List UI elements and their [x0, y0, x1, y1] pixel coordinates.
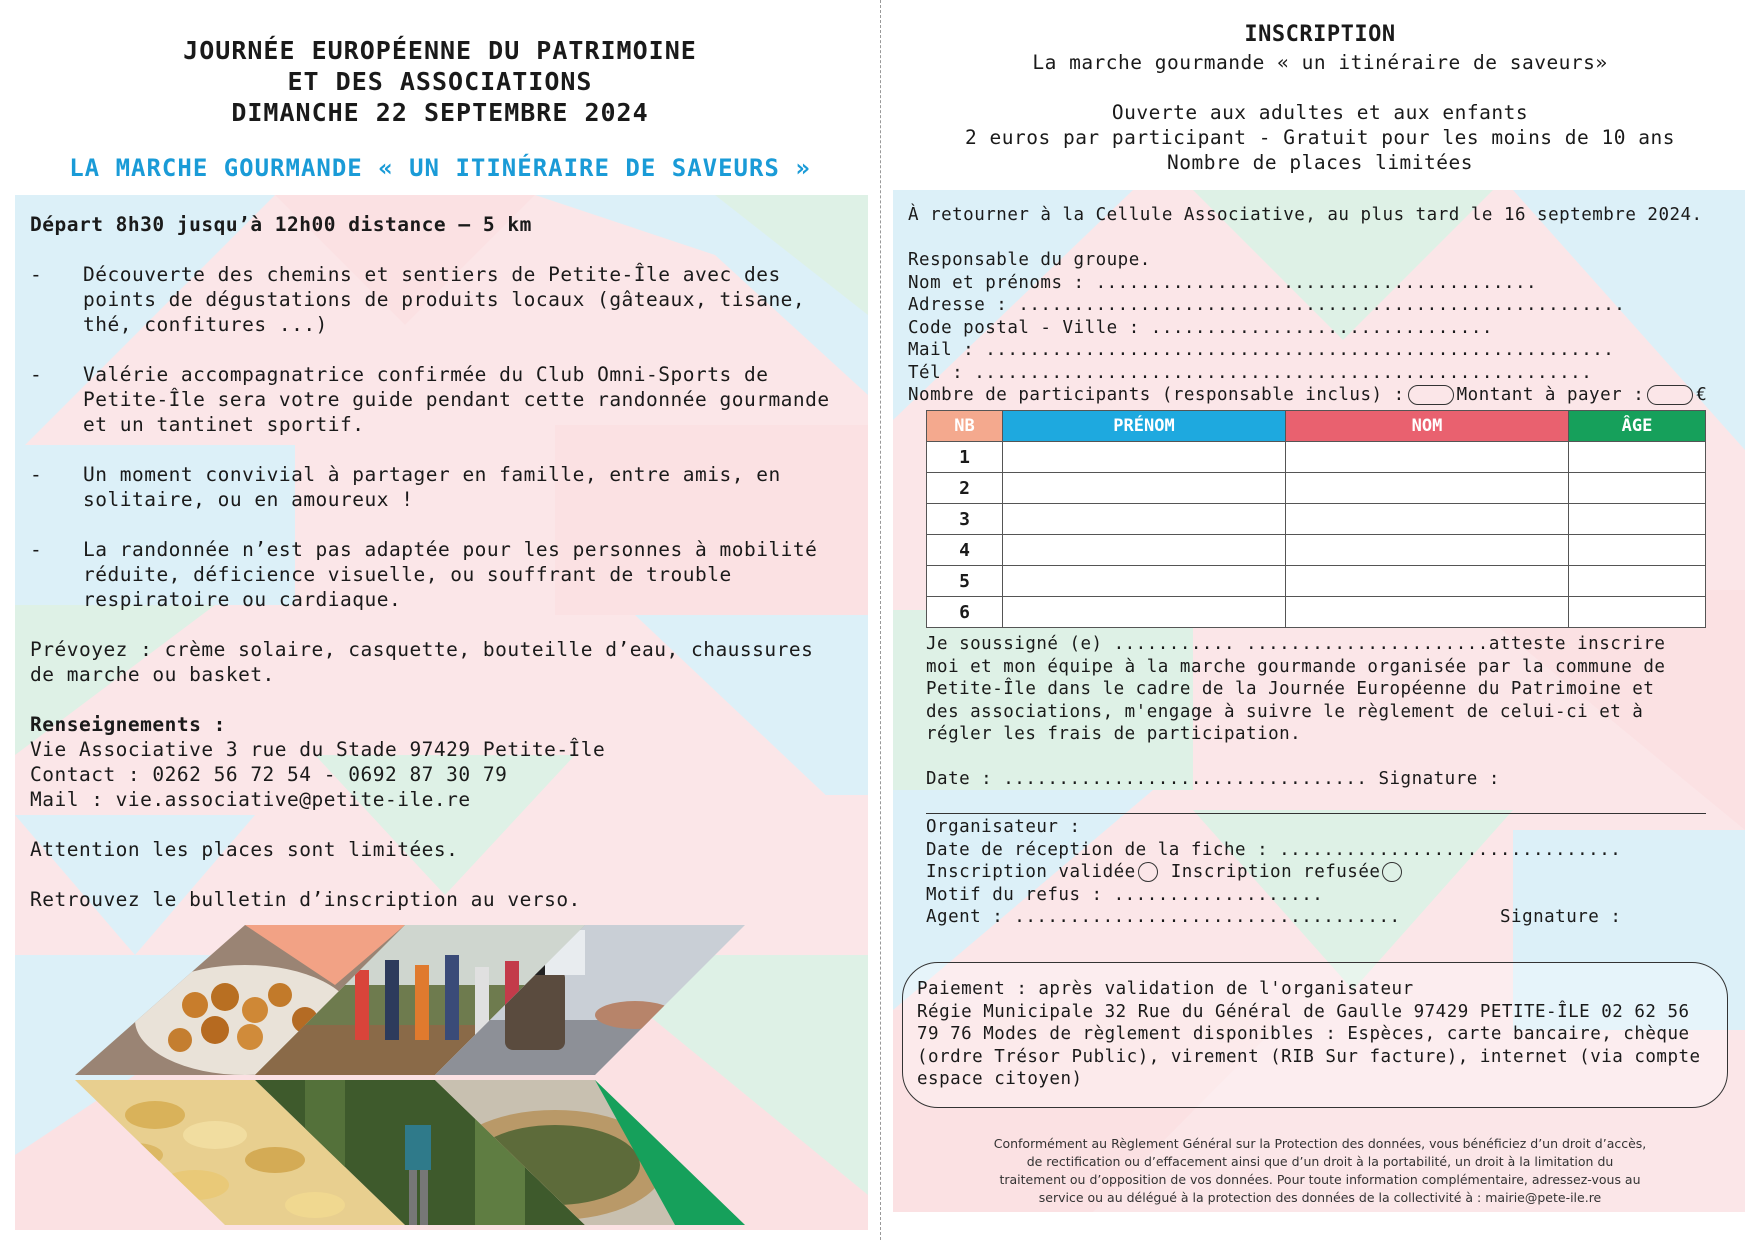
bullet-line: thé, confitures ...) — [83, 313, 328, 336]
prenom-cell[interactable] — [1003, 597, 1286, 628]
bullet-dash: - — [30, 463, 43, 486]
validated-label: Inscription validée — [926, 862, 1136, 882]
bullet-line: réduite, déficience visuelle, ou souffrant de trouble — [83, 563, 732, 586]
event-title — [15, 35, 865, 128]
prevoyez-line: Prévoyez : crème solaire, casquette, bouteille d’eau, chaussures — [30, 638, 814, 661]
age-cell[interactable] — [1569, 504, 1706, 535]
nom-cell[interactable] — [1286, 566, 1569, 597]
bullet-item — [30, 362, 860, 437]
prenom-cell[interactable] — [1003, 566, 1286, 597]
attestation-block — [926, 633, 1665, 746]
mail-field[interactable]: Mail : ......................................................... — [908, 340, 1615, 360]
photo-collage — [75, 925, 755, 1230]
payment-line: espace citoyen) — [917, 1069, 1083, 1089]
row-number: 6 — [927, 597, 1003, 628]
gdpr-line: de rectification ou d’effacement ainsi que d’un droit à la portabilité, un droit à la limitation du — [1026, 1154, 1614, 1169]
walk-subtitle: LA MARCHE GOURMANDE « UN ITINÉRAIRE DE SAVEURS » — [69, 154, 811, 182]
inscription-title: INSCRIPTION — [1244, 22, 1396, 47]
event-title-line: JOURNÉE EUROPÉENNE DU PATRIMOINE — [183, 36, 697, 65]
bullet-line: Découverte des chemins et sentiers de Petite-Île avec des — [83, 263, 781, 286]
table-row — [927, 473, 1706, 504]
open-info — [895, 100, 1745, 175]
currency-symbol: € — [1696, 385, 1708, 405]
attention-note: Attention les places sont limitées. — [30, 838, 459, 861]
payment-block — [917, 978, 1701, 1091]
column-header-prenom: PRÉNOM — [1003, 411, 1286, 442]
contact-phone: Contact : 0262 56 72 54 - 0692 87 30 79 — [30, 763, 508, 786]
nom-cell[interactable] — [1286, 504, 1569, 535]
participants-table — [926, 410, 1706, 628]
organizer-label: Organisateur : — [926, 817, 1081, 837]
nom-cell[interactable] — [1286, 535, 1569, 566]
bullet-line: respiratoire ou cardiaque. — [83, 588, 402, 611]
gdpr-line: service ou au délégué à la protection des données de la collectivité à : mairie@pete-ile.re — [1038, 1190, 1602, 1205]
payment-line: 79 76 Modes de règlement disponibles : Espèces, carte bancaire, chèque — [917, 1024, 1690, 1044]
amount-input[interactable] — [1647, 385, 1693, 405]
contact-heading: Renseignements : — [30, 713, 226, 736]
places-info: Nombre de places limitées — [1167, 151, 1473, 174]
age-cell[interactable] — [1569, 442, 1706, 473]
gdpr-line: traitement ou d’opposition de vos données. Pour toute information complémentaire, adressez-vous au — [999, 1172, 1641, 1187]
row-number: 1 — [927, 442, 1003, 473]
section-divider — [926, 813, 1706, 814]
inscription-subtitle: La marche gourmande « un itinéraire de saveurs» — [1032, 51, 1608, 74]
prevoyez-line: de marche ou basket. — [30, 663, 275, 686]
bullet-line: La randonnée n’est pas adaptée pour les personnes à mobilité — [83, 538, 818, 561]
date-signature-line[interactable]: Date : ................................. Signature : — [926, 769, 1500, 789]
responsable-label: Responsable du groupe. — [908, 250, 1151, 270]
amount-label: Montant à payer : — [1456, 385, 1645, 405]
prenom-cell[interactable] — [1003, 473, 1286, 504]
attestation-line: Petite-Île dans le cadre de la Journée Européenne du Patrimoine et — [926, 679, 1655, 699]
participants-row — [908, 384, 1707, 407]
row-number: 2 — [927, 473, 1003, 504]
agent-field[interactable]: Agent : ................................... — [926, 907, 1401, 927]
agent-signature-label: Signature : — [1500, 907, 1622, 927]
fold-divider — [880, 0, 881, 1240]
column-header-nom: NOM — [1286, 411, 1569, 442]
table-header-row — [927, 411, 1706, 442]
reception-date-field[interactable]: Date de réception de la fiche : ............................... — [926, 839, 1622, 860]
bullet-dash: - — [30, 363, 43, 386]
bullet-line: Petite-Île sera votre guide pendant cette randonnée gourmande — [83, 388, 830, 411]
bullet-line: Un moment convivial à partager en famille, entre amis, en — [83, 463, 781, 486]
bullet-line: points de dégustations de produits locaux (gâteaux, tisane, — [83, 288, 806, 311]
price-info: 2 euros par participant - Gratuit pour les moins de 10 ans — [965, 126, 1675, 149]
age-cell[interactable] — [1569, 566, 1706, 597]
column-header-nb: NB — [927, 411, 1003, 442]
nom-cell[interactable] — [1286, 442, 1569, 473]
column-header-age: ÂGE — [1569, 411, 1706, 442]
prevoyez-block — [30, 637, 860, 687]
attestation-line: moi et mon équipe à la marche gourmande organisée par la commune de — [926, 656, 1666, 677]
gdpr-notice — [895, 1135, 1745, 1207]
attestation-line: Je soussigné (e) ........... ......................atteste inscrire — [926, 634, 1666, 654]
age-cell[interactable] — [1569, 535, 1706, 566]
refused-label: Inscription refusée — [1170, 862, 1381, 882]
event-date: DIMANCHE 22 SEPTEMBRE 2024 — [231, 98, 649, 127]
bullet-line: Valérie accompagnatrice confirmée du Club Omni-Sports de — [83, 363, 769, 386]
table-row — [927, 597, 1706, 628]
departure-info: Départ 8h30 jusqu’à 12h00 distance – 5 km — [30, 213, 532, 236]
contact-address: Vie Associative 3 rue du Stade 97429 Petite-Île — [30, 738, 606, 761]
attestation-line: régler les frais de participation. — [926, 724, 1302, 744]
validation-row — [926, 861, 1404, 884]
refusal-reason-field[interactable]: Motif du refus : ................... — [926, 884, 1324, 905]
address-field[interactable]: Adresse : ....................................................... — [908, 295, 1626, 315]
payment-line: (ordre Trésor Public), virement (RIB Sur facture), internet (via compte — [917, 1046, 1701, 1067]
nom-cell[interactable] — [1286, 473, 1569, 504]
table-row — [927, 566, 1706, 597]
bullet-dash: - — [30, 538, 43, 561]
return-notice: À retourner à la Cellule Associative, au plus tard le 16 septembre 2024. — [908, 205, 1703, 225]
bullet-item — [30, 262, 860, 337]
bullet-item — [30, 462, 860, 512]
open-info-line: Ouverte aux adultes et aux enfants — [1111, 101, 1529, 124]
bullet-dash: - — [30, 263, 43, 286]
prenom-cell[interactable] — [1003, 535, 1286, 566]
participants-count-input[interactable] — [1408, 385, 1454, 405]
phone-field[interactable]: Tél : ........................................................ — [908, 362, 1593, 383]
row-number: 5 — [927, 566, 1003, 597]
table-row — [927, 504, 1706, 535]
bullet-line: et un tantinet sportif. — [83, 413, 365, 436]
bullet-item — [30, 537, 860, 612]
prenom-cell[interactable] — [1003, 442, 1286, 473]
postal-city-field[interactable]: Code postal - Ville : ............................... — [908, 317, 1493, 338]
gdpr-line: Conformément au Règlement Général sur la Protection des données, vous bénéficiez d’un droit d’accès, — [993, 1136, 1647, 1151]
name-field[interactable]: Nom et prénoms : ........................................ — [908, 272, 1538, 293]
prenom-cell[interactable] — [1003, 504, 1286, 535]
attestation-line: des associations, m'engage à suivre le règlement de celui-ci et à — [926, 701, 1644, 722]
refused-checkbox[interactable] — [1382, 862, 1402, 882]
validated-checkbox[interactable] — [1138, 862, 1158, 882]
age-cell[interactable] — [1569, 597, 1706, 628]
participants-label: Nombre de participants (responsable inclus) : — [908, 385, 1405, 405]
payment-line: Paiement : après validation de l'organisateur — [917, 979, 1414, 999]
verso-note: Retrouvez le bulletin d’inscription au verso. — [30, 888, 581, 911]
row-number: 4 — [927, 535, 1003, 566]
event-title-line: ET DES ASSOCIATIONS — [287, 67, 593, 96]
contact-block — [30, 712, 860, 812]
bullet-line: solitaire, ou en amoureux ! — [83, 488, 414, 511]
age-cell[interactable] — [1569, 473, 1706, 504]
contact-mail: Mail : vie.associative@petite-ile.re — [30, 788, 471, 811]
payment-line: Régie Municipale 32 Rue du Général de Gaulle 97429 PETITE-ÎLE 02 62 56 — [917, 1001, 1690, 1022]
table-row — [927, 442, 1706, 473]
table-row — [927, 535, 1706, 566]
row-number: 3 — [927, 504, 1003, 535]
nom-cell[interactable] — [1286, 597, 1569, 628]
